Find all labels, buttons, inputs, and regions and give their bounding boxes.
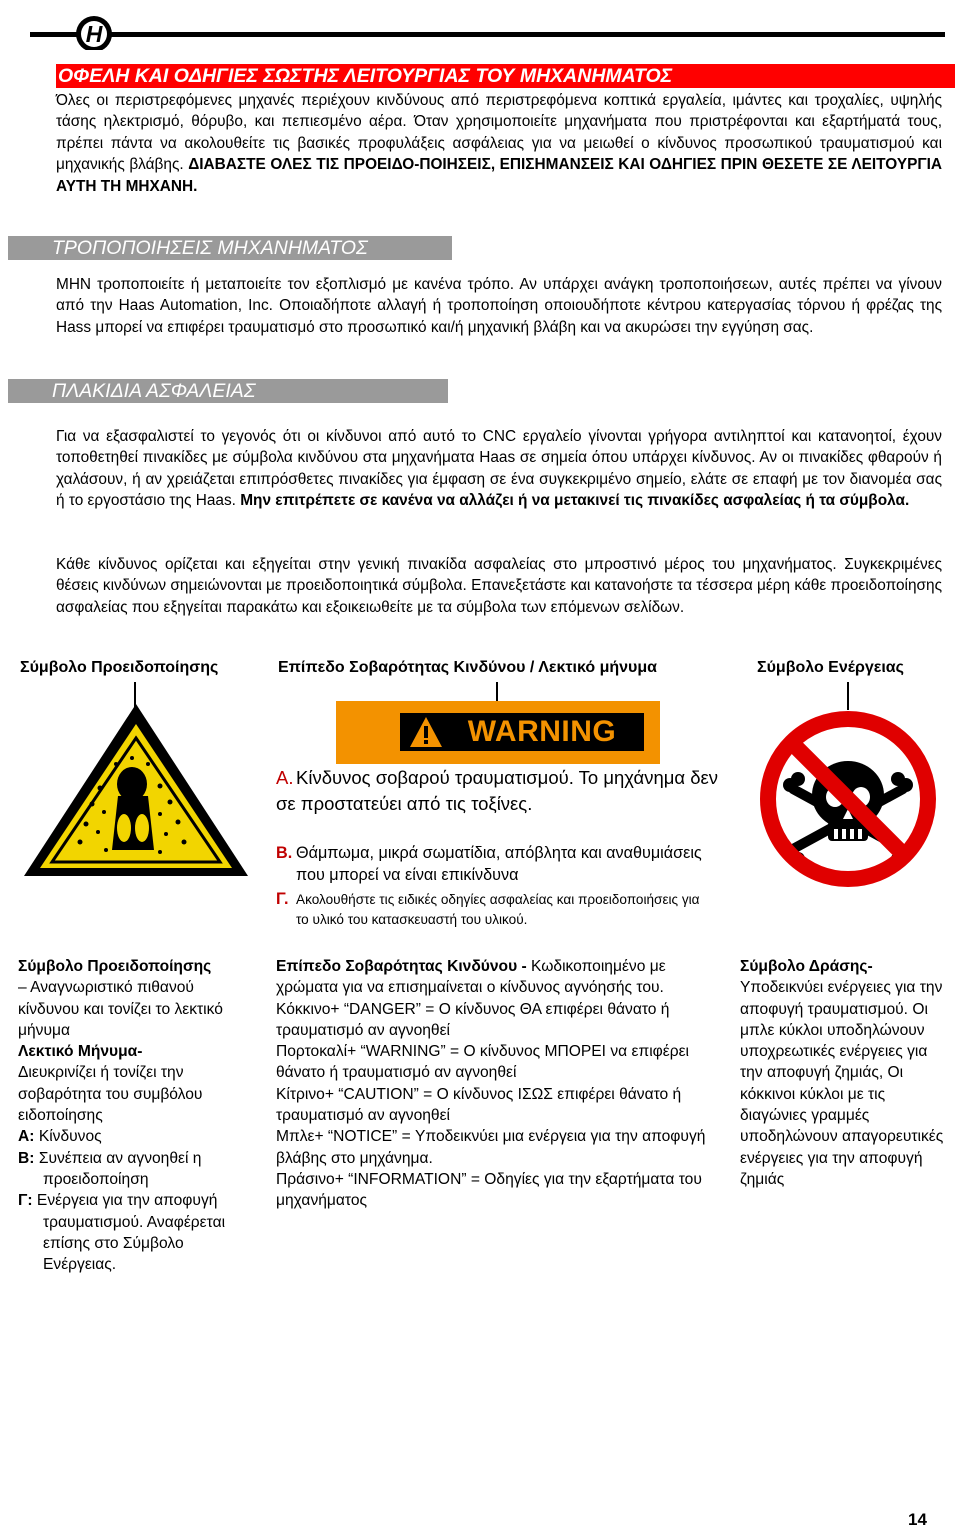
section-title-operation: ΟΦΕΛΗ ΚΑΙ ΟΔΗΓΙΕΣ ΣΩΣΤΗΣ ΛΕΙΤΟΥΡΓΙΑΣ ΤΟΥ ΜΗΧΑΝΗΜΑΤΟΣ	[58, 65, 673, 87]
sign-letter-c: Γ.	[276, 890, 289, 908]
section-title-modifications: ΤΡΟΠΟΠΟΙΗΣΕΙΣ ΜΗΧΑΝΗΜΑΤΟΣ	[52, 237, 368, 259]
warning-sign-text: WARNING	[467, 715, 617, 748]
left-desc-title: Σύμβολο Προειδοποίησης	[18, 958, 212, 975]
left-desc-item	[18, 1126, 258, 1147]
severity-line-danger: Κόκκινο+ “DANGER” = Ο κίνδυνος ΘΑ επιφέρει θάνατο ή τραυματισμό αν αγνοηθεί	[276, 1000, 670, 1039]
left-desc-item-label: Α:	[18, 1128, 35, 1146]
operation-text: Όλες οι περιστρεφόμενες μηχανές περιέχουν κινδύνους από περιστρεφόμενα κοπτικά εργαλεία, ιμάντες και τροχαλίες, υψηλής τάσης ηλεκτρισμό, θόρυβο, και πεπιεσμένο αέρα. Όταν χρησιμοποιείτε μηχανήματα που πριστρέφονται και εξαρτήματά τους, πρέπει πάντα να ακολουθείτε τις βασικές προφυλάξεις ασφάλειας για να μειωθεί ο κίνδυνος προσωπικού τραυματισμού και μηχανικής βλάβης.	[56, 92, 942, 174]
warning-triangle-icon	[408, 715, 444, 749]
sign-text-a	[276, 765, 726, 816]
left-desc-item-label: Γ:	[18, 1192, 33, 1210]
sign-text-b	[276, 842, 726, 887]
right-desc-text: Υποδεικνύει ενέργειες για την αποφυγή τραυματισμού. Οι μπλε κύκλοι υποδηλώνουν υποχρεωτικές ενέργειες για την αποφυγή ζημιάς, Οι κόκκινοι κύκλοι με τις διαγώνιες γραμμές υποδηλώνουν απαγορευτικές ενέργειες για την αποφυγή ζημιάς	[740, 979, 944, 1188]
modifications-paragraph: ΜΗΝ τροποποιείτε ή μεταποιείτε τον εξοπλισμό με κανένα τρόπο. Αν υπάρχει ανάγκη τροποποιήσεων, αυτές πρέπει να γίνουν από την Haas Automation, Inc. Οποιαδήποτε αλλαγή ή τροποποίηση οποιουδήποτε κέντρου κατεργασίας τόρνου ή φρέζας της Hass μπορεί να επιφέρει τραυματισμό στο προσωπικό και/ή μηχανική βλάβη και να ακυρώσει την εγγύηση σας.	[56, 276, 942, 336]
toxic-inhalation-hazard-icon	[20, 700, 252, 880]
sign-letter-a: Α.	[276, 767, 294, 788]
safety-warning-bold: Μην επιτρέπετε σε κανένα να αλλάζει ή να μετακινεί τις πινακίδες ασφαλείας ή τα σύμβολα.	[240, 492, 910, 510]
header-bar	[30, 10, 945, 50]
left-desc-item-label: Β:	[18, 1149, 35, 1167]
right-desc-title: Σύμβολο Δράσης-	[740, 958, 873, 975]
left-desc-msg-text: Διευκρινίζει ή τονίζει την σοβαρότητα του συμβόλου ειδοποίησης	[18, 1064, 203, 1125]
left-desc-item	[18, 1148, 258, 1191]
operation-warning-bold: ΔΙΑΒΑΣΤΕ ΟΛΕΣ ΤΙΣ ΠΡΟΕΙΔΟ-ΠΟΙΗΣΕΙΣ, ΕΠΙΣΗΜΑΝΣΕΙΣ ΚΑΙ ΟΔΗΓΙΕΣ ΠΡΙΝ ΘΕΣΕΤΕ ΣΕ ΛΕΙΤΟΥΡΓΙΑ ΑΥΤΗ ΤΗ ΜΗΧΑΝΗ.	[56, 156, 943, 195]
column-heading-action-symbol: Σύμβολο Ενέργειας	[757, 659, 904, 676]
column-heading-severity: Επίπεδο Σοβαρότητας Κινδύνου / Λεκτικό μήνυμα	[278, 659, 657, 676]
sign-text-b-body: Θάμπωμα, μικρά σωματίδια, απόβλητα και αναθυμιάσεις που μπορεί να είναι επικίνδυνα	[296, 844, 702, 885]
left-desc-item-text: Ενέργεια για την αποφυγή τραυματισμού. Αναφέρεται επίσης στο Σύμβολο Ενέργειας.	[36, 1192, 226, 1274]
severity-line-warning: Πορτοκαλί+ “WARNING” = Ο κίνδυνος ΜΠΟΡΕΙ να επιφέρει θάνατο ή τραυματισμό αν αγνοηθεί	[276, 1043, 690, 1082]
right-description	[740, 956, 945, 1190]
sign-text-c	[276, 888, 706, 930]
operation-paragraph	[56, 90, 942, 197]
haas-logo	[30, 10, 945, 50]
severity-line-information: Πράσινο+ “INFORMATION” = Οδηγίες για την εξαρτήματα του μηχανήματος	[276, 1170, 702, 1210]
left-desc-msg-title: Λεκτικό Μήνυμα-	[18, 1043, 143, 1061]
left-description	[18, 956, 258, 1275]
severity-line-caution: Κίτρινο+ “CAUTION” = Ο κίνδυνος ΙΣΩΣ επιφέρει θάνατο ή τραυματισμό αν αγνοηθεί	[276, 1085, 682, 1125]
left-desc-item-text: Συνέπεια αν αγνοηθεί η προειδοποίηση	[38, 1149, 202, 1188]
column-heading-warning-symbol: Σύμβολο Προειδοποίησης	[20, 659, 219, 676]
mid-desc-intro	[276, 956, 726, 999]
mid-desc-text: Κωδικοποιημένο με χρώματα για να επισημαίνεται ο κίνδυνος αγνόησής του.	[276, 958, 666, 997]
severity-line-notice: Μπλε+ “NOTICE” = Υποδεικνύει μια ενέργεια για την αποφυγή βλάβης στο μηχάνημα.	[276, 1128, 706, 1167]
sign-letter-b: Β.	[276, 844, 293, 862]
left-desc-item	[18, 1190, 258, 1275]
safety-paragraph-1	[56, 426, 942, 512]
sign-text-a-body: Κίνδυνος σοβαρού τραυματισμού. Το μηχάνημα δεν σε προστατεύει από τις τοξίνες.	[276, 767, 719, 814]
left-desc-dash: – Αναγνωριστικό πιθανού κίνδυνου και τονίζει το λεκτικό μήνυμα	[18, 979, 223, 1039]
svg-text:H: H	[85, 21, 103, 47]
safety-paragraph-2: Κάθε κίνδυνος ορίζεται και εξηγείται στην γενική πινακίδα ασφαλείας στο μπροστινό μέρος του μηχανήματος. Συγκεκριμένες θέσεις κινδύνων σημειώνονται με προειδοποιητικά σύμβολα. Επανεξετάστε και κατανοήστε τα τέσσερα μέρη κάθε προειδοποίησης ασφαλείας που εξηγείται παρακάτω και εξοικειωθείτε με τα σύμβολα των επόμενων σελίδων.	[56, 556, 942, 616]
section-title-safety-decals: ΠΛΑΚΙΔΙΑ ΑΣΦΑΛΕΙΑΣ	[52, 380, 256, 402]
safety-text: Για να εξασφαλιστεί το γεγονός ότι οι κίνδυνοι από αυτό το CNC εργαλείο γίνονται γρήγορα αντιληπτοί και κατανοητοί, έχουν τοποθετηθεί πινακίδες με σύμβολα κινδύνου στα μηχανήματα Haas σε σημεία όπου υπάρχει κίνδυνος. Αν οι πινακίδες φθαρούν ή χαλάσουν, ή αν χρειάζεται επιπρόσθετες πινακίδες για έμφαση σε ένα συγκεκριμένο σημείο, ελάτε σε επαφή με τον διανομέα σας ή το εργοστάσιο της Haas.	[56, 428, 942, 510]
sign-text-c-body: Ακολουθήστε τις ειδικές οδηγίες ασφαλείας και προειδοποιήσεις για το υλικό του κατασκευαστή του υλικού.	[296, 892, 700, 928]
warning-sign	[336, 701, 660, 764]
left-desc-item-text: Κίνδυνος	[38, 1128, 102, 1146]
page-number: 14	[908, 1510, 927, 1529]
mid-desc-title: Επίπεδο Σοβαρότητας Κινδύνου -	[276, 958, 527, 975]
middle-description	[276, 956, 726, 1212]
no-skull-prohibition-icon	[743, 709, 953, 889]
